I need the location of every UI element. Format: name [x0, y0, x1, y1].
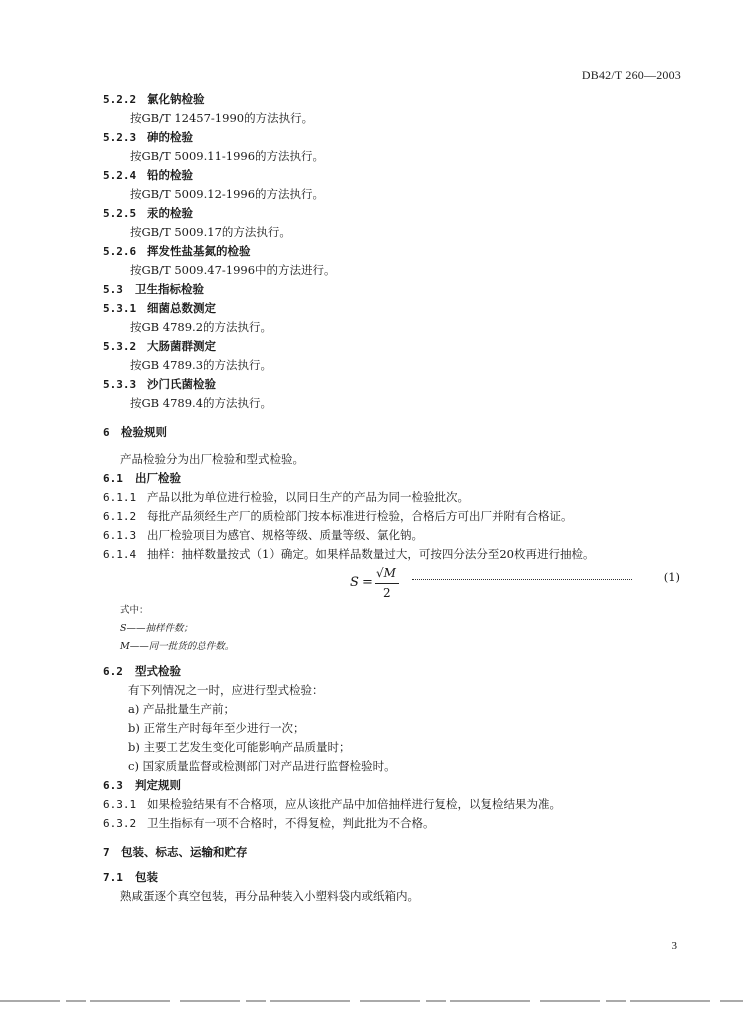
list-item-b2: b) 主要工艺发生变化可能影响产品质量时；	[128, 740, 351, 754]
page-number: 3	[671, 940, 677, 952]
formula-var-s: S——抽样件数；	[120, 623, 194, 634]
section-5-3-2-heading: 5.3.2 大肠菌群测定	[103, 339, 216, 353]
section-5-3-1-text: 按GB 4789.2的方法执行。	[130, 320, 273, 334]
formula-where: 式中：	[120, 605, 149, 616]
section-5-3-2-text: 按GB 4789.3的方法执行。	[130, 358, 273, 372]
section-5-2-3-heading: 5.2.3 砷的检验	[103, 130, 193, 144]
section-5-3-3-heading: 5.3.3 沙门氏菌检验	[103, 377, 216, 391]
formula-lhs: S	[350, 575, 359, 590]
section-5-2-5-heading: 5.2.5 汞的检验	[103, 206, 193, 220]
list-item-b1: b) 正常生产时每年至少进行一次；	[128, 721, 305, 735]
section-6-2-intro: 有下列情况之一时，应进行型式检验：	[128, 683, 324, 697]
section-6-1-3: 6.1.3 出厂检验项目为感官、规格等级、质量等级、氯化钠。	[103, 528, 423, 542]
section-5-2-4-text: 按GB/T 5009.12-1996的方法执行。	[130, 187, 325, 201]
formula-number: (1)	[663, 570, 680, 584]
chapter-6-intro: 产品检验分为出厂检验和型式检验。	[120, 452, 304, 466]
section-6-3-2: 6.3.2 卫生指标有一项不合格时，不得复检，判此批为不合格。	[103, 816, 435, 830]
section-5-2-6-text: 按GB/T 5009.47-1996中的方法进行。	[130, 263, 336, 277]
section-5-2-2-text: 按GB/T 12457-1990的方法执行。	[130, 111, 314, 125]
formula-equals: =	[362, 575, 373, 590]
list-item-a: a) 产品批量生产前；	[128, 702, 235, 716]
section-5-2-5-text: 按GB/T 5009.17的方法执行。	[130, 225, 291, 239]
section-7-1-heading: 7.1 包装	[103, 870, 158, 884]
section-7-1-text: 熟咸蛋逐个真空包装，再分品种装入小塑料袋内或纸箱内。	[120, 889, 419, 903]
section-6-1-2: 6.1.2 每批产品须经生产厂的质检部门按本标准进行检验，合格后方可出厂并附有合格证。	[103, 509, 573, 523]
section-5-2-2-heading: 5.2.2 氯化钠检验	[103, 92, 205, 106]
formula-numerator: √M	[376, 566, 396, 580]
scan-artifact-line	[0, 1000, 743, 1002]
section-5-2-4-heading: 5.2.4 铅的检验	[103, 168, 193, 182]
list-item-c: c) 国家质量监督或检测部门对产品进行监督检验时。	[128, 759, 396, 773]
section-6-1-4: 6.1.4 抽样：抽样数量按式（1）确定。如果样品数量过大，可按四分法分至20枚再进行抽检。	[103, 547, 595, 561]
formula-denominator: 2	[383, 586, 391, 600]
fraction-bar	[375, 583, 399, 584]
formula-1	[350, 567, 680, 603]
section-5-2-3-text: 按GB/T 5009.11-1996的方法执行。	[130, 149, 325, 163]
section-6-2-heading: 6.2 型式检验	[103, 664, 181, 678]
chapter-6-heading: 6 检验规则	[103, 425, 167, 439]
section-6-1-1: 6.1.1 产品以批为单位进行检验，以同日生产的产品为同一检验批次。	[103, 490, 469, 504]
section-6-1-heading: 6.1 出厂检验	[103, 471, 181, 485]
chapter-7-heading: 7 包装、标志、运输和贮存	[103, 845, 248, 859]
section-6-3-heading: 6.3 判定规则	[103, 778, 181, 792]
section-5-3-heading: 5.3 卫生指标检验	[103, 282, 204, 296]
section-5-2-6-heading: 5.2.6 挥发性盐基氮的检验	[103, 244, 251, 258]
standard-code-header: DB42/T 260—2003	[581, 68, 681, 82]
section-5-3-1-heading: 5.3.1 细菌总数测定	[103, 301, 216, 315]
formula-var-m: M——同一批货的总件数。	[120, 641, 235, 652]
section-6-3-1: 6.3.1 如果检验结果有不合格项，应从该批产品中加倍抽样进行复检，以复检结果为准。	[103, 797, 561, 811]
formula-leader-dots	[412, 579, 632, 580]
section-5-3-3-text: 按GB 4789.4的方法执行。	[130, 396, 273, 410]
formula-fraction	[350, 567, 410, 603]
